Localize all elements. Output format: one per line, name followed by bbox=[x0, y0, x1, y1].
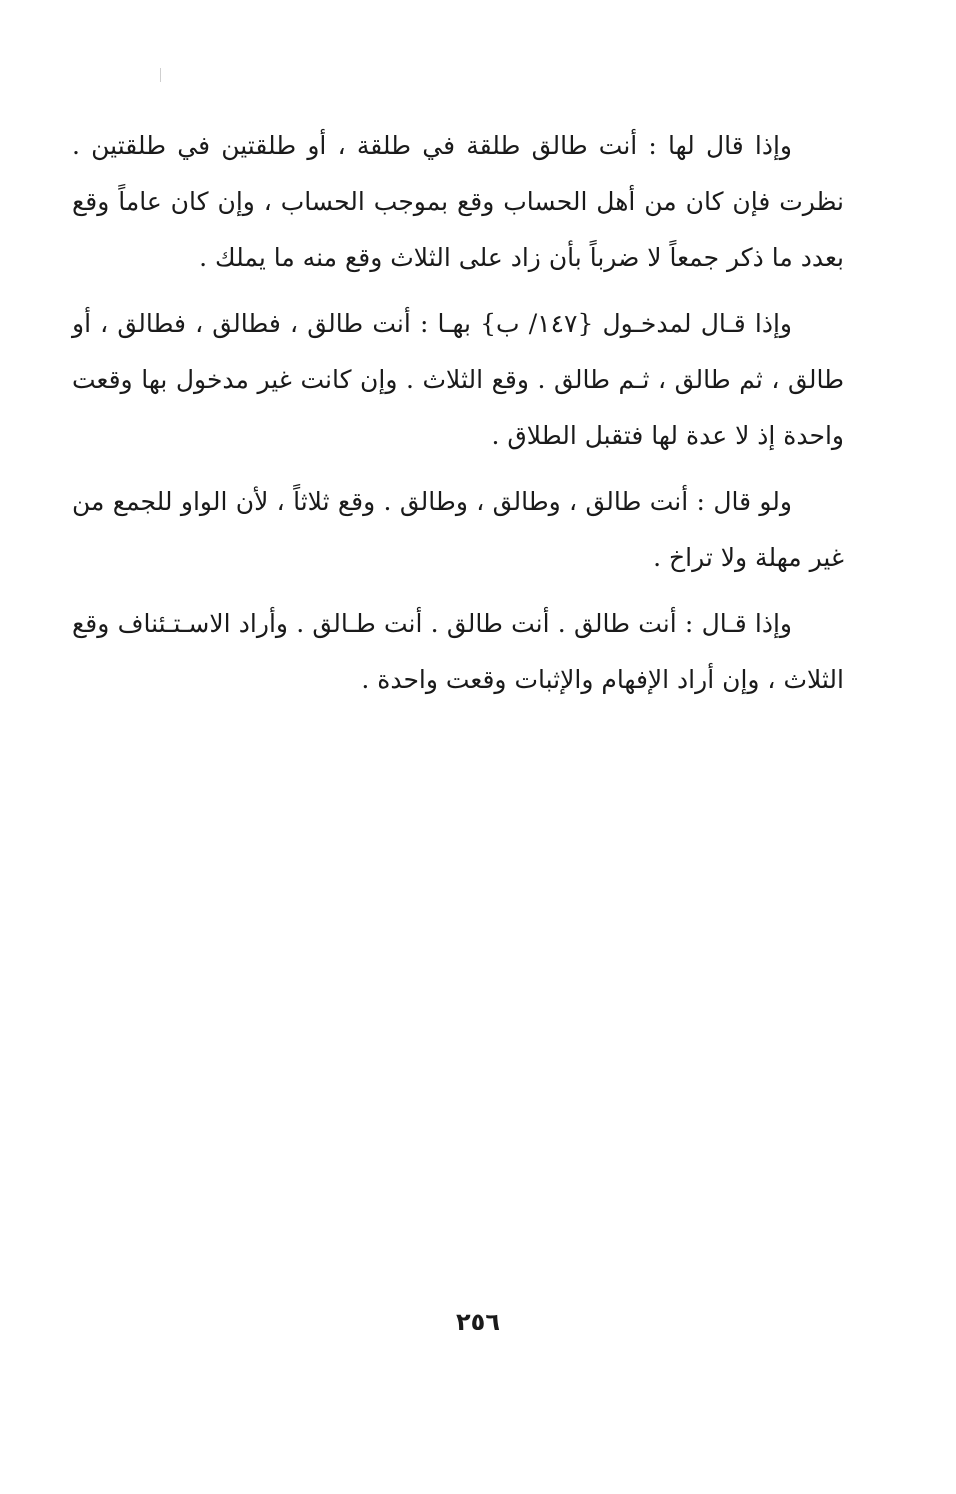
paragraph-3: ولو قال : أنت طالق ، وطالق ، وطالق . وقع ثلاثاً ، لأن الواو للجمع من غير مهلة ولا تراخ . bbox=[72, 487, 844, 572]
scan-mark bbox=[160, 68, 161, 82]
body-text bbox=[72, 118, 844, 718]
paragraph-1: وإذا قال لها : أنت طالق طلقة في طلقة ، أو طلقتين في طلقتين . نظرت فإن كان من أهل الحساب وقع بموجب الحساب ، وإن كان عاماً وقع بعدد ما ذكر جمعاً لا ضرباً بأن زاد على الثلاث وقع منه ما يملك . bbox=[72, 131, 844, 272]
page-number: ٢٥٦ bbox=[456, 1308, 500, 1336]
paragraph-2: وإذا قـال لمدخـول {١٤٧/ ب} بهـا : أنت طالق ، فطالق ، فطالق ، أو طالق ، ثم طالق ، ثـم طالق . وقع الثلاث . وإن كانت غير مدخول بها وقعت واحدة إذ لا عدة لها فتقبل الطلاق . bbox=[72, 309, 844, 450]
paragraph-4: وإذا قـال : أنت طالق . أنت طالق . أنت طـالق . وأراد الاسـتـئناف وقع الثلاث ، وإن أراد الإفهام والإثبات وقعت واحدة . bbox=[72, 609, 844, 694]
